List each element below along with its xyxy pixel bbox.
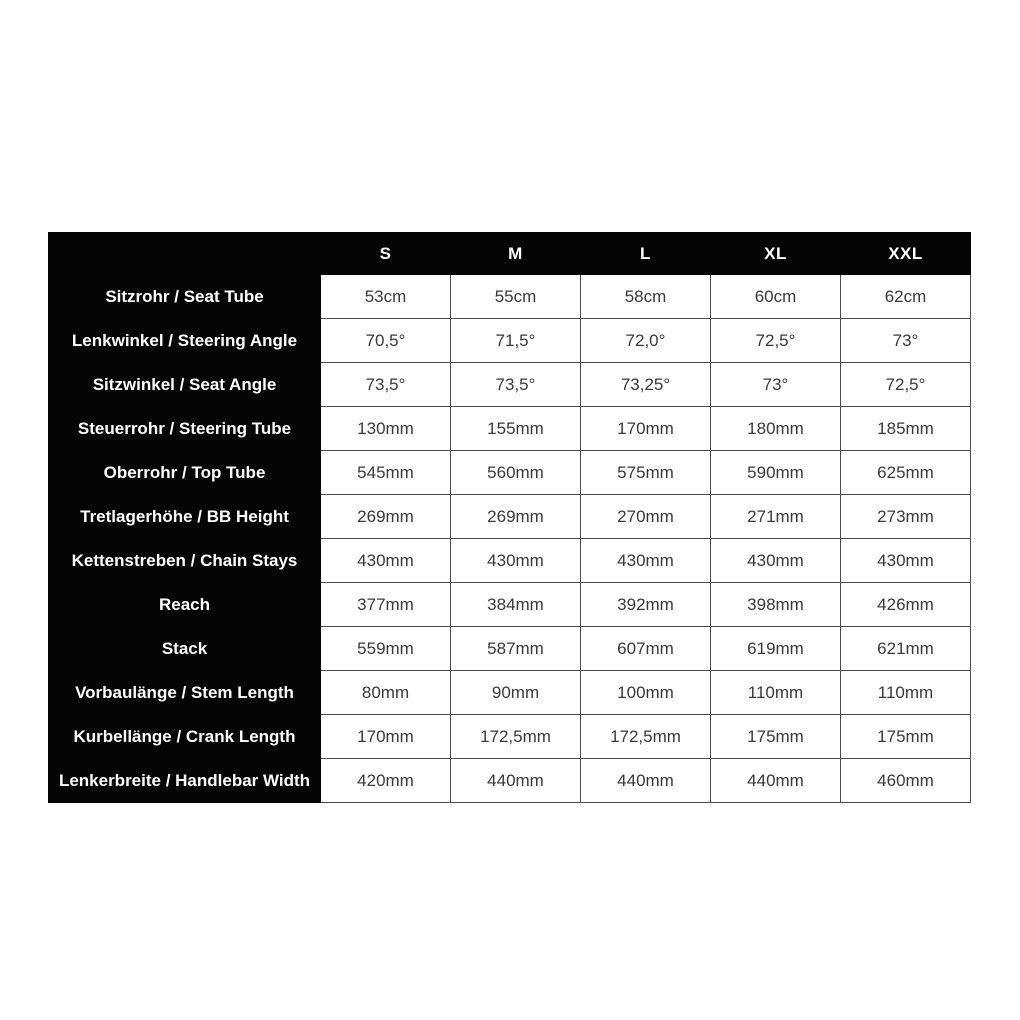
value-cell: 72,0° [581,319,711,363]
table-row [49,319,971,363]
column-header-s: S [321,233,451,275]
value-cell: 625mm [841,451,971,495]
table-row [49,363,971,407]
row-label: Oberrohr / Top Tube [49,451,321,495]
row-label: Lenkerbreite / Handlebar Width [49,759,321,803]
row-label: Stack [49,627,321,671]
value-cell: 426mm [841,583,971,627]
value-cell: 460mm [841,759,971,803]
value-cell: 170mm [581,407,711,451]
value-cell: 430mm [581,539,711,583]
value-cell: 71,5° [451,319,581,363]
value-cell: 392mm [581,583,711,627]
value-cell: 110mm [841,671,971,715]
row-label: Reach [49,583,321,627]
value-cell: 607mm [581,627,711,671]
value-cell: 398mm [711,583,841,627]
value-cell: 440mm [451,759,581,803]
value-cell: 273mm [841,495,971,539]
value-cell: 575mm [581,451,711,495]
column-header-m: M [451,233,581,275]
column-header-xxl: XXL [841,233,971,275]
row-label: Lenkwinkel / Steering Angle [49,319,321,363]
value-cell: 73° [711,363,841,407]
value-cell: 545mm [321,451,451,495]
value-cell: 175mm [841,715,971,759]
value-cell: 53cm [321,275,451,319]
value-cell: 72,5° [841,363,971,407]
table-body [49,275,971,803]
row-label: Kurbellänge / Crank Length [49,715,321,759]
column-header-l: L [581,233,711,275]
value-cell: 73,5° [321,363,451,407]
column-header-xl: XL [711,233,841,275]
value-cell: 619mm [711,627,841,671]
row-label: Kettenstreben / Chain Stays [49,539,321,583]
value-cell: 155mm [451,407,581,451]
value-cell: 430mm [321,539,451,583]
value-cell: 185mm [841,407,971,451]
value-cell: 440mm [711,759,841,803]
value-cell: 175mm [711,715,841,759]
corner-cell [49,233,321,275]
value-cell: 270mm [581,495,711,539]
value-cell: 377mm [321,583,451,627]
value-cell: 430mm [711,539,841,583]
value-cell: 130mm [321,407,451,451]
row-label: Vorbaulänge / Stem Length [49,671,321,715]
value-cell: 172,5mm [451,715,581,759]
value-cell: 560mm [451,451,581,495]
value-cell: 430mm [841,539,971,583]
value-cell: 271mm [711,495,841,539]
table-row [49,759,971,803]
table-row [49,627,971,671]
value-cell: 180mm [711,407,841,451]
value-cell: 621mm [841,627,971,671]
table-row [49,583,971,627]
table-row [49,671,971,715]
value-cell: 62cm [841,275,971,319]
value-cell: 587mm [451,627,581,671]
value-cell: 590mm [711,451,841,495]
geometry-table [48,232,971,803]
row-label: Steuerrohr / Steering Tube [49,407,321,451]
value-cell: 170mm [321,715,451,759]
value-cell: 90mm [451,671,581,715]
value-cell: 100mm [581,671,711,715]
value-cell: 420mm [321,759,451,803]
header-row [49,233,971,275]
value-cell: 384mm [451,583,581,627]
value-cell: 269mm [321,495,451,539]
table-row [49,275,971,319]
table-row [49,451,971,495]
value-cell: 70,5° [321,319,451,363]
row-label: Sitzwinkel / Seat Angle [49,363,321,407]
value-cell: 73,5° [451,363,581,407]
value-cell: 58cm [581,275,711,319]
value-cell: 110mm [711,671,841,715]
value-cell: 172,5mm [581,715,711,759]
row-label: Sitzrohr / Seat Tube [49,275,321,319]
value-cell: 269mm [451,495,581,539]
value-cell: 55cm [451,275,581,319]
table-row [49,407,971,451]
row-label: Tretlagerhöhe / BB Height [49,495,321,539]
value-cell: 72,5° [711,319,841,363]
value-cell: 80mm [321,671,451,715]
value-cell: 60cm [711,275,841,319]
value-cell: 440mm [581,759,711,803]
value-cell: 430mm [451,539,581,583]
table-row [49,495,971,539]
value-cell: 73,25° [581,363,711,407]
table-row [49,539,971,583]
value-cell: 73° [841,319,971,363]
value-cell: 559mm [321,627,451,671]
table-row [49,715,971,759]
